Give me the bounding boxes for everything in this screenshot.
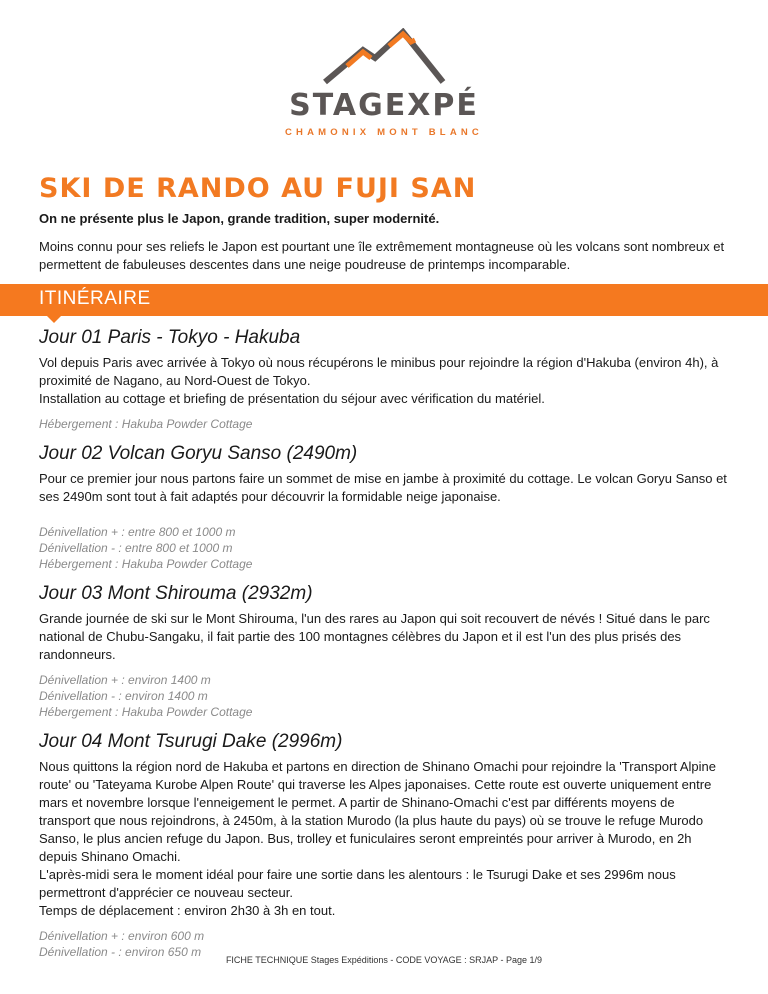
brand-tagline: CHAMONIX MONT BLANC xyxy=(284,127,483,138)
day-line: L'après-midi sera le moment idéal pour faire une sortie dans les alentours : le Tsurugi Dake et ses 2996m nous permettront d'apprécier ce nouveau secteur. xyxy=(39,867,676,900)
meta-line: Dénivellation + : entre 800 et 1000 m xyxy=(39,525,236,539)
meta-line: Dénivellation - : environ 650 m xyxy=(39,945,202,959)
day-description xyxy=(39,758,729,920)
page-footer: FICHE TECHNIQUE Stages Expéditions - CODE VOYAGE : SRJAP - Page 1/9 xyxy=(225,955,543,965)
day-3 xyxy=(39,582,729,720)
day-line: Installation au cottage et briefing de présentation du séjour avec vérification du matériel. xyxy=(39,391,545,406)
intro-text: Moins connu pour ses reliefs le Japon est pourtant une île extrêmement montagneuse où les volcans sont nombreux et permettent de fabuleuses descentes dans une neige poudreuse de printemps incomparable. xyxy=(39,239,725,272)
day-1 xyxy=(39,326,729,432)
logo xyxy=(0,28,768,138)
banner-notch xyxy=(47,316,61,323)
day-title: Jour 03 Mont Shirouma (2932m) xyxy=(39,583,313,604)
section-banner xyxy=(0,284,768,316)
section-title: ITINÉRAIRE xyxy=(39,288,151,309)
brand-name: STAGEXPÉ xyxy=(289,88,479,123)
day-line: Pour ce premier jour nous partons faire un sommet de mise en jambe à proximité du cottage. Le volcan Goryu Sanso et ses 2490m sont tout à fait adaptés pour découvrir la formidable neige japonaise. xyxy=(39,471,727,504)
meta-line: Dénivellation - : entre 800 et 1000 m xyxy=(39,541,233,555)
page-title: SKI DE RANDO AU FUJI SAN xyxy=(39,173,477,204)
document-body xyxy=(39,172,729,960)
day-line: Vol depuis Paris avec arrivée à Tokyo où nous récupérons le minibus pour rejoindre la région d'Hakuba (environ 4h), à proximité de Nagano, au Nord-Ouest de Tokyo. xyxy=(39,355,719,388)
mountain-logo-icon xyxy=(319,28,449,86)
day-description xyxy=(39,610,729,664)
meta-line: Hébergement : Hakuba Powder Cottage xyxy=(39,557,253,571)
day-meta xyxy=(39,524,729,572)
day-title: Jour 04 Mont Tsurugi Dake (2996m) xyxy=(39,731,343,752)
day-line: Nous quittons la région nord de Hakuba et partons en direction de Shinano Omachi pour rejoindre la 'Transport Alpine route' ou 'Tateyama Kurobe Alpen Route' qui traverse les Alpes japonaises. Cette route est ouverte uniquement entre mars et novembre lorsque l'enneigement le permet. A partir de Shinano-Omachi c'est par différents moyens de transport que nous rejoindrons, à 2450m, à la station Murodo (la plus haute du pays) où se trouve le refuge Murodo Sanso, le plus ancien refuge du Japon. Bus, trolley et funiculaires seront empreintés pour arriver à Murodo, en 2h depuis Shinano Omachi. xyxy=(39,759,716,864)
meta-line: Hébergement : Hakuba Powder Cottage xyxy=(39,705,253,719)
day-title: Jour 01 Paris - Tokyo - Hakuba xyxy=(39,327,301,348)
day-title: Jour 02 Volcan Goryu Sanso (2490m) xyxy=(39,443,358,464)
meta-line: Hébergement : Hakuba Powder Cottage xyxy=(39,417,253,431)
day-description xyxy=(39,470,729,506)
day-2 xyxy=(39,442,729,572)
day-line: Grande journée de ski sur le Mont Shirouma, l'un des rares au Japon qui soit recouvert de névés ! Situé dans le parc national de Chubu-Sangaku, il fait partie des 100 montagnes célèbres du Japon et il est l'un des plus prisés des randonneurs. xyxy=(39,611,710,662)
day-4 xyxy=(39,730,729,960)
day-meta xyxy=(39,672,729,720)
meta-line: Dénivellation - : environ 1400 m xyxy=(39,689,208,703)
day-line: Temps de déplacement : environ 2h30 à 3h en tout. xyxy=(39,903,336,918)
intro-lead: On ne présente plus le Japon, grande tradition, super modernité. xyxy=(39,211,440,226)
day-description xyxy=(39,354,729,408)
meta-line: Dénivellation + : environ 1400 m xyxy=(39,673,211,687)
day-meta xyxy=(39,416,729,432)
meta-line: Dénivellation + : environ 600 m xyxy=(39,929,205,943)
